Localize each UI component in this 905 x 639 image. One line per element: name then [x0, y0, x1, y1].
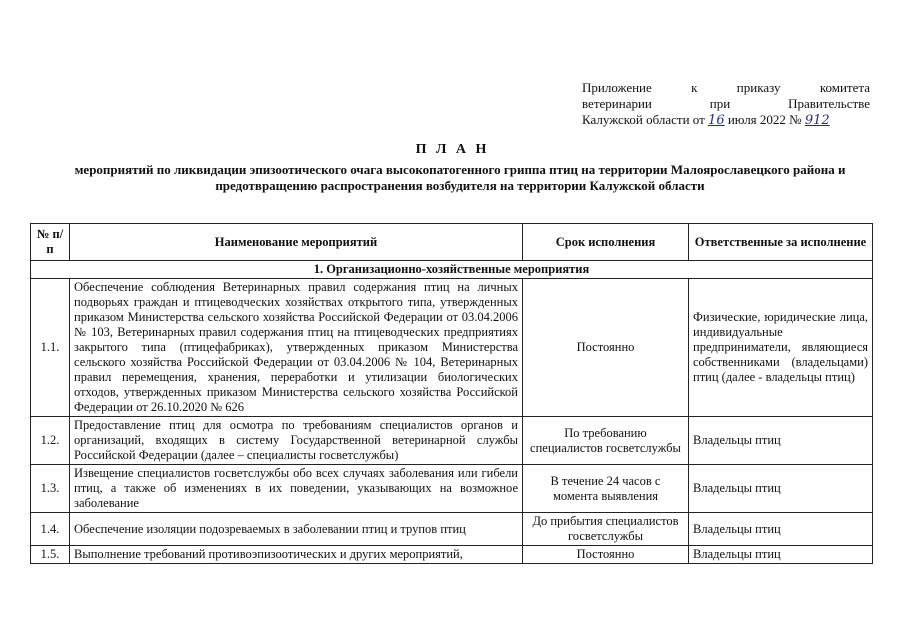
row-num: 1.5. — [31, 546, 70, 564]
plan-table — [30, 223, 873, 564]
row-name: Извещение специалистов госветслужбы обо всех случаях заболевания или гибели птиц, а также об изменениях в их поведении, указывающих на возможное заболевание — [70, 465, 523, 513]
handwritten-day: 16 — [708, 113, 725, 128]
row-resp: Владельцы птиц — [689, 513, 873, 546]
header-term: Срок исполнения — [523, 224, 689, 261]
row-num: 1.1. — [31, 279, 70, 417]
appendix-word: комитета — [819, 80, 870, 95]
row-resp: Владельцы птиц — [689, 546, 873, 564]
row-name: Обеспечение изоляции подозреваемых в заболевании птиц и трупов птиц — [70, 513, 523, 546]
appendix-date-prefix: Калужской области от — [582, 112, 705, 127]
header-name: Наименование мероприятий — [70, 224, 523, 261]
section-title: 1. Организационно-хозяйственные мероприятия — [31, 261, 873, 279]
appendix-word: к — [691, 80, 698, 95]
handwritten-order-number: 912 — [804, 113, 830, 128]
row-num: 1.4. — [31, 513, 70, 546]
table-row — [31, 513, 873, 546]
row-term: В течение 24 часов с момента выявления — [523, 465, 689, 513]
document-subtitle: мероприятий по ликвидации эпизоотического очага высокопатогенного гриппа птиц на территории Малоярославецкого района и предотвращению распространения возбудителя на территории Калужской области — [74, 162, 846, 193]
section-row — [31, 261, 873, 279]
header-resp: Ответственные за исполнение — [689, 224, 873, 261]
table-row — [31, 465, 873, 513]
row-resp: Владельцы птиц — [689, 465, 873, 513]
row-resp: Владельцы птиц — [689, 417, 873, 465]
header-num: № п/п — [31, 224, 70, 261]
row-name: Выполнение требований противоэпизоотических и других мероприятий, — [70, 546, 523, 564]
appendix-word: приказу — [736, 80, 781, 95]
row-num: 1.2. — [31, 417, 70, 465]
row-term: До прибытия специалистов госветслужбы — [523, 513, 689, 546]
appendix-word: при — [709, 96, 731, 111]
appendix-line-3 — [582, 112, 870, 129]
appendix-line-1 — [582, 80, 870, 96]
appendix-line-2 — [582, 96, 870, 112]
table-row — [31, 546, 873, 564]
row-name: Обеспечение соблюдения Ветеринарных правил содержания птиц на личных подворьях граждан и птицеводческих хозяйствах открытого типа, утвержденных приказом Министерства сельского хозяйства Российской Федерации от 03.04.2006 № 103, Ветеринарных правил содержания птиц на птицеводческих предприятиях закрытого типа (птицефабриках), утвержденных приказом Министерства сельского хозяйства Российской Федерации от 03.04.2006 № 104, Ветеринарных правил перемещения, хранения, переработки и утилизации биологических отходов, утвержденных приказом Министерства сельского хозяйства Российской Федерации от 26.10.2020 № 626 — [70, 279, 523, 417]
appendix-word: Приложение — [582, 80, 652, 95]
document-title: П Л А Н — [415, 142, 490, 157]
table-row — [31, 417, 873, 465]
appendix-word: Правительстве — [788, 96, 870, 111]
row-term: Постоянно — [523, 279, 689, 417]
row-term: Постоянно — [523, 546, 689, 564]
table-row — [31, 279, 873, 417]
row-num: 1.3. — [31, 465, 70, 513]
appendix-word: ветеринарии — [582, 96, 652, 111]
appendix-block — [582, 80, 870, 129]
row-resp: Физические, юридические лица, индивидуальные предприниматели, являющиеся собственниками (владельцами) птиц (далее - владельцы птиц) — [689, 279, 873, 417]
table-header-row — [31, 224, 873, 261]
appendix-date-middle: июля 2022 № — [727, 112, 802, 127]
row-name: Предоставление птиц для осмотра по требованиям специалистов органов и организаций, входящих в систему Государственной ветеринарной службы Российской Федерации (далее – специалисты госветслужбы) — [70, 417, 523, 465]
row-term: По требованию специалистов госветслужбы — [523, 417, 689, 465]
